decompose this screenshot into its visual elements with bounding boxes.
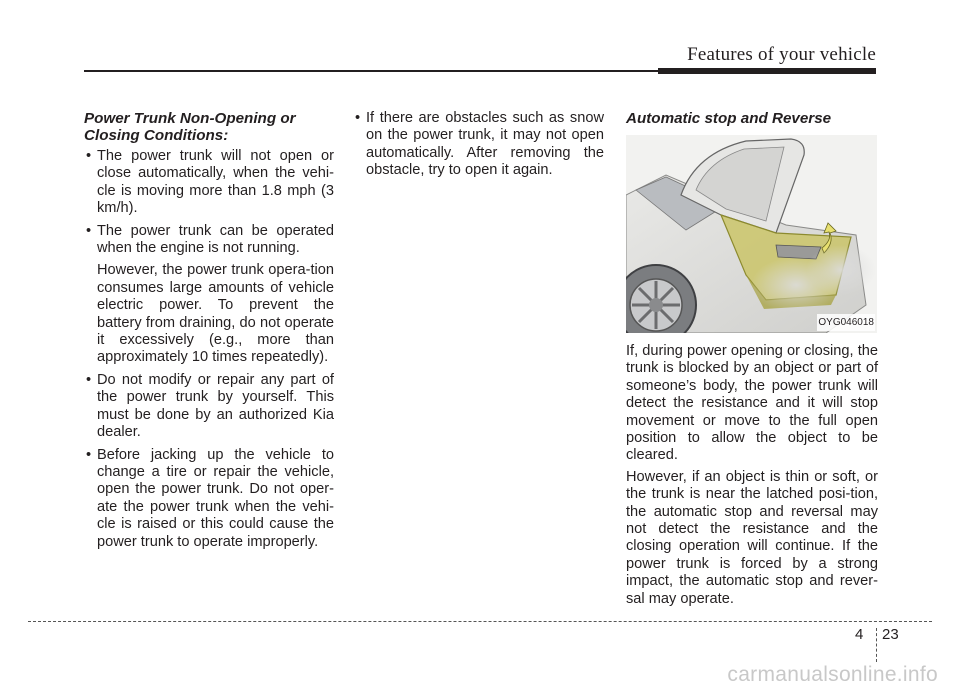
car-trunk-drawing <box>626 135 877 333</box>
list-item-continuation: However, the power trunk opera-tion consumes large amounts of vehicle electric power. To prevent the battery from draining, do not operate it excessively (e.g., more than approximately 10 times repeatedly). <box>97 262 334 366</box>
heading-line-1: Power Trunk Non-Opening or <box>84 110 296 127</box>
section-heading-non-opening <box>84 110 334 144</box>
list-item: • Before jacking up the vehicle to change a tire or repair the vehicle, open the power trunk. Do not oper-ate the power trunk when the vehi-cle is raised or this could cause the power trunk to operate improperly. <box>84 447 334 551</box>
header-rule-accent <box>658 68 876 74</box>
chapter-number: 4 <box>855 626 864 643</box>
trunk-illustration <box>626 135 877 333</box>
section-heading-auto-reverse: Automatic stop and Reverse <box>626 110 832 127</box>
conditions-list <box>84 148 334 551</box>
list-item: • If there are obstacles such as snow on the power trunk, it may not open automatically. After removing the obstacle, try to open it again. <box>353 110 604 180</box>
paragraph: If, during power opening or closing, the trunk is blocked by an object or part of someone’s body, the power trunk will detect the resistance and it will stop movement or move to the full open position to allow the object to be cleared. <box>626 343 878 464</box>
figure-code: OYG046018 <box>817 314 875 331</box>
list-item: • The power trunk will not open or close automatically, when the vehi-cle is moving more than 1.8 mph (3 km/h). <box>84 148 334 218</box>
list-item <box>84 223 334 367</box>
page-number: 23 <box>882 626 899 643</box>
obstacle-list <box>353 110 604 180</box>
header-rule <box>84 70 660 72</box>
header-title: Features of your vehicle <box>687 44 876 65</box>
middle-column <box>353 110 604 185</box>
paragraph: However, if an object is thin or soft, or the trunk is near the latched posi-tion, the automatic stop and reversal may not detect the resistance and the closing operation will continue. If the power trunk is forced by a strong impact, the automatic stop and rever-sal may operate. <box>626 468 878 607</box>
list-item: • Do not modify or repair any part of the power trunk by yourself. This must be done by an authorized Kia dealer. <box>84 372 334 442</box>
heading-line-2: Closing Conditions: <box>84 127 229 144</box>
right-column <box>626 110 878 612</box>
list-item-text: • The power trunk can be operated when the engine is not running. <box>97 222 334 257</box>
footer-rule <box>28 621 932 622</box>
left-column <box>84 110 334 556</box>
page-divider <box>876 628 877 662</box>
watermark: carmanualsonline.info <box>727 663 938 686</box>
